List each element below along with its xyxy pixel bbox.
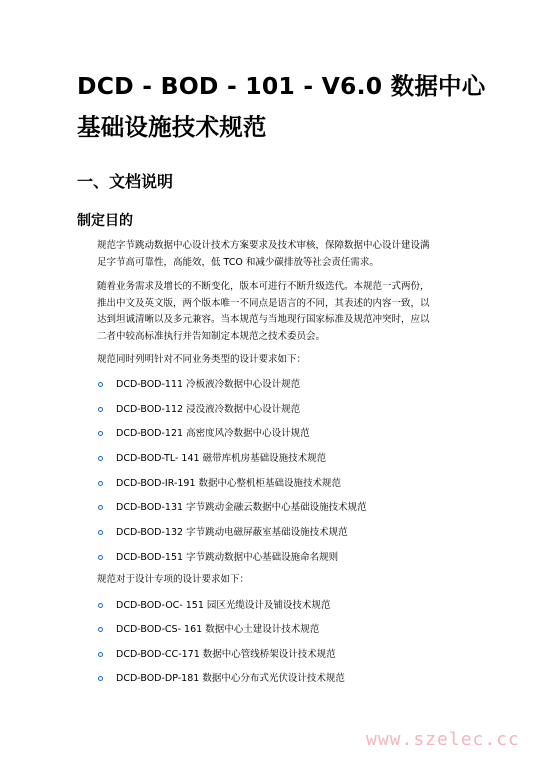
bullet-circle-icon [98, 407, 103, 412]
paragraph-line: 规范对于设计专项的设计要求如下： [97, 574, 250, 585]
bullet-circle-icon [98, 627, 103, 632]
bullet-circle-icon [98, 382, 103, 387]
bullet-circle-icon [98, 555, 103, 560]
paragraph-line: 随着业务需求及增长的不断变化，版本可进行不断升级迭代。本规范一式两份， [97, 281, 430, 292]
paragraph-line: 规范同时列明针对不同业务类型的设计要求如下： [97, 354, 307, 365]
list-item-text: DCD-BOD-132 字节跳动电磁屏蔽室基础设施技术规范 [116, 527, 348, 538]
list-item-text: DCD-BOD-151 字节跳动数据中心基础设施命名规则 [116, 552, 339, 563]
bullet-circle-icon [98, 505, 103, 510]
list-item-text: DCD-BOD-CC-171 数据中心管线桥架设计技术规范 [116, 649, 336, 660]
bullet-circle-icon [98, 431, 103, 436]
list-item-text: DCD-BOD-TL- 141 磁带库机房基础设施技术规范 [116, 453, 327, 464]
paragraph-line: 推出中文及英文版，两个版本唯一不同点是语言的不同，其表述的内容一致，以 [97, 297, 430, 309]
paragraph-line: 规范字节跳动数据中心设计技术方案要求及技术审核，保障数据中心设计建设满 [97, 240, 430, 251]
list-item-text: DCD-BOD-112 浸没液冷数据中心设计规范 [116, 404, 301, 415]
list-item-text: DCD-BOD-CS- 161 数据中心土建设计技术规范 [116, 624, 320, 635]
bullet-circle-icon [98, 530, 103, 535]
document-title [77, 66, 517, 148]
paragraph-versioning [97, 279, 430, 345]
paragraph-business-intro [97, 352, 306, 369]
document-title-line: DCD - BOD - 101 - V6.0 数据中心 [77, 72, 486, 100]
document-title-line: 基础设施技术规范 [77, 113, 267, 141]
paragraph-line: 二者中较高标准执行并告知制定本规范之技术委员会。 [97, 330, 326, 342]
paragraph-line: 足字节高可靠性，高能效，低 TCO 和减少碳排放等社会责任需求。 [97, 256, 379, 268]
bullet-circle-icon [98, 676, 103, 681]
bullet-circle-icon [98, 481, 103, 486]
bullet-circle-icon [98, 456, 103, 461]
subsection-heading: 制定目的 [77, 213, 133, 229]
watermark: www.szelec.cc [366, 729, 520, 750]
bullet-circle-icon [98, 652, 103, 657]
list-item-text: DCD-BOD-IR-191 数据中心整机柜基础设施技术规范 [116, 478, 342, 489]
bullet-circle-icon [98, 603, 103, 608]
list-item-text: DCD-BOD-OC- 151 园区光缆设计及铺设技术规范 [116, 600, 331, 611]
list-item-text: DCD-BOD-131 字节跳动金融云数据中心基础设施技术规范 [116, 502, 367, 513]
list-item-text: DCD-BOD-121 高密度风冷数据中心设计规范 [116, 428, 310, 439]
list-item-text: DCD-BOD-111 冷板液冷数据中心设计规范 [116, 379, 301, 390]
list-item-text: DCD-BOD-DP-181 数据中心分布式光伏设计技术规范 [116, 673, 345, 684]
paragraph-special-intro [97, 572, 249, 589]
paragraph-line: 达到坦诚清晰以及多元兼容。当本规范与当地现行国家标准及规范冲突时，应以 [97, 314, 430, 325]
paragraph-purpose [97, 238, 430, 271]
section-heading: 一、文档说明 [77, 172, 174, 191]
